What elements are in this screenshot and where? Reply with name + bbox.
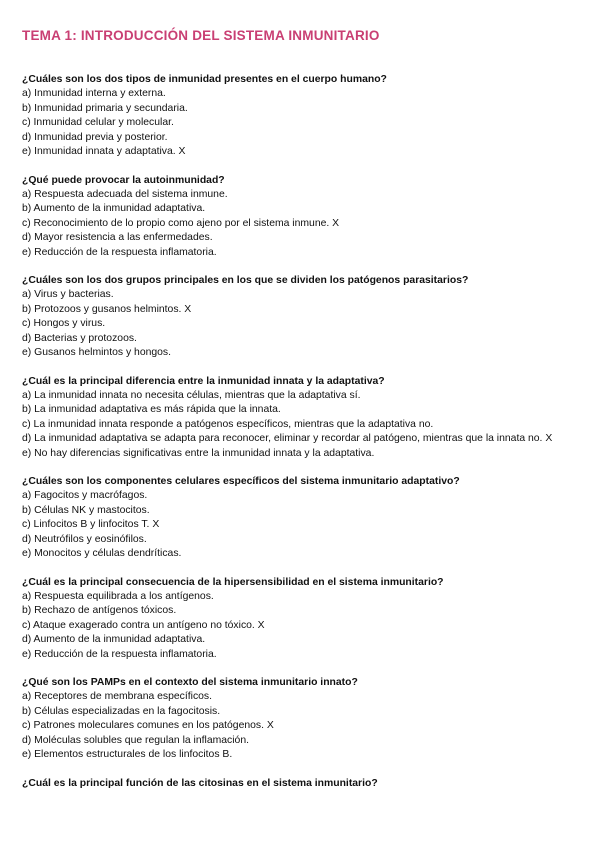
question-block-7 — [22, 675, 582, 763]
option-list — [22, 590, 582, 663]
option-list — [22, 690, 582, 763]
answer-option: a) Inmunidad interna y externa. — [22, 88, 166, 99]
answer-option: c) Hongos y virus. — [22, 318, 106, 329]
answer-option: e) Reducción de la respuesta inflamatoria. — [22, 246, 217, 258]
answer-option: e) Elementos estructurales de los linfocitos B. — [22, 749, 233, 760]
answer-option: a) Receptores de membrana específicos. — [22, 691, 213, 702]
answer-option: c) Ataque exagerado contra un antígeno no tóxico. X — [22, 619, 265, 631]
question-block-3 — [22, 273, 582, 361]
answer-option: e) Monocitos y células dendríticas. — [22, 548, 182, 559]
answer-option: b) Aumento de la inmunidad adaptativa. — [22, 203, 206, 214]
answer-option: b) La inmunidad adaptativa es más rápida que la innata. — [22, 404, 281, 415]
answer-option: d) Moléculas solubles que regulan la inflamación. — [22, 734, 249, 746]
question-text: ¿Cuáles son los componentes celulares específicos del sistema inmunitario adaptativo? — [22, 476, 460, 487]
answer-option: e) Gusanos helmintos y hongos. — [22, 347, 172, 358]
answer-option: d) Neutrófilos y eosinófilos. — [22, 533, 147, 545]
answer-option: d) Inmunidad previa y posterior. — [22, 131, 168, 143]
answer-option: c) Patrones moleculares comunes en los patógenos. X — [22, 720, 274, 731]
answer-option: b) Inmunidad primaria y secundaria. — [22, 102, 188, 114]
answer-option: e) Inmunidad innata y adaptativa. X — [22, 146, 186, 157]
question-text: ¿Qué son los PAMPs en el contexto del sistema inmunitario innato? — [22, 677, 358, 688]
answer-option: a) Fagocitos y macrófagos. — [22, 490, 148, 501]
question-text: ¿Cuál es la principal diferencia entre la inmunidad innata y la adaptativa? — [22, 375, 385, 387]
answer-option: d) La inmunidad adaptativa se adapta para reconocer, eliminar y recordar al patógeno, mientras que la innata no. X — [22, 433, 553, 444]
answer-option: c) Inmunidad celular y molecular. — [22, 117, 174, 128]
question-text: ¿Cuáles son los dos tipos de inmunidad presentes en el cuerpo humano? — [22, 74, 387, 85]
answer-option: c) Reconocimiento de lo propio como ajeno por el sistema inmune. X — [22, 217, 340, 229]
question-block-8 — [22, 776, 582, 791]
option-list — [22, 288, 582, 361]
answer-option: e) No hay diferencias significativas entre la inmunidad innata y la adaptativa. — [22, 447, 375, 459]
question-block-5 — [22, 474, 582, 562]
question-text: ¿Cuál es la principal función de las citosinas en el sistema inmunitario? — [22, 777, 378, 789]
option-list — [22, 489, 582, 562]
answer-option: c) La inmunidad innata responde a patógenos específicos, mientras que la adaptativa no. — [22, 418, 434, 430]
question-block-2 — [22, 173, 582, 261]
option-list — [22, 87, 582, 160]
answer-option: a) La inmunidad innata no necesita células, mientras que la adaptativa sí. — [22, 389, 361, 401]
answer-option: c) Linfocitos B y linfocitos T. X — [22, 519, 160, 530]
answer-option: b) Protozoos y gusanos helmintos. X — [22, 303, 192, 315]
answer-option: a) Respuesta adecuada del sistema inmune. — [22, 188, 228, 200]
answer-option: a) Virus y bacterias. — [22, 289, 114, 300]
question-text: ¿Qué puede provocar la autoinmunidad? — [22, 174, 225, 186]
answer-option: a) Respuesta equilibrada a los antígenos. — [22, 590, 214, 602]
question-block-4 — [22, 374, 582, 462]
answer-option: d) Aumento de la inmunidad adaptativa. — [22, 634, 206, 645]
answer-option: b) Células NK y mastocitos. — [22, 504, 150, 516]
question-text: ¿Cuál es la principal consecuencia de la hipersensibilidad en el sistema inmunitario? — [22, 576, 444, 588]
question-text: ¿Cuáles son los dos grupos principales en los que se dividen los patógenos parasitarios? — [22, 275, 469, 286]
answer-option: b) Células especializadas en la fagocitosis. — [22, 705, 221, 717]
option-list — [22, 389, 582, 462]
answer-option: d) Bacterias y protozoos. — [22, 332, 137, 344]
answer-option: b) Rechazo de antígenos tóxicos. — [22, 605, 177, 616]
question-block-6 — [22, 575, 582, 663]
question-block-1 — [22, 72, 582, 160]
question-list — [22, 72, 582, 804]
option-list — [22, 188, 582, 261]
answer-option: d) Mayor resistencia a las enfermedades. — [22, 232, 213, 243]
answer-option: e) Reducción de la respuesta inflamatoria. — [22, 648, 217, 660]
page-title: TEMA 1: INTRODUCCIÓN DEL SISTEMA INMUNITARIO — [22, 28, 380, 43]
